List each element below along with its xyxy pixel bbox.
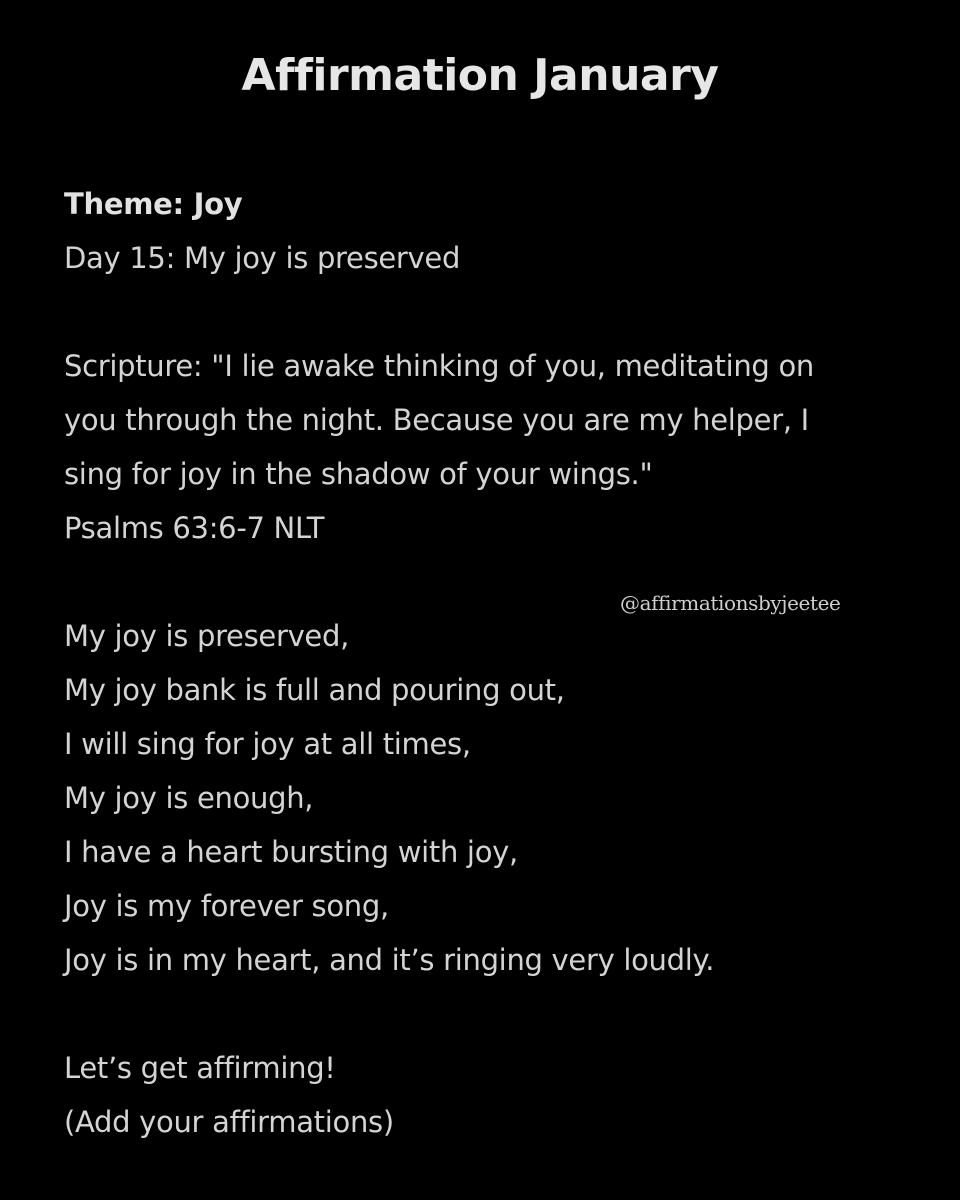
affirmation-line: I will sing for joy at all times, [64, 727, 471, 761]
affirmation-line: My joy bank is full and pouring out, [64, 673, 565, 707]
affirmation-line: My joy is enough, [64, 781, 314, 815]
scripture-line: Scripture: "I lie awake thinking of you, meditating on [64, 349, 814, 383]
theme-heading: Theme: Joy [64, 187, 243, 221]
closing-prompt: (Add your affirmations) [64, 1105, 394, 1139]
affirmation-line: Joy is my forever song, [64, 889, 389, 923]
watermark-handle: @affirmationsbyjeetee [620, 591, 841, 615]
affirmation-line: I have a heart bursting with joy, [64, 835, 518, 869]
day-heading: Day 15: My joy is preserved [64, 241, 461, 275]
affirmation-line: My joy is preserved, [64, 619, 350, 653]
scripture-line: you through the night. Because you are my helper, I [64, 403, 809, 437]
scripture-reference: Psalms 63:6-7 NLT [64, 511, 325, 545]
page-title: Affirmation January [241, 50, 719, 101]
closing-call: Let’s get affirming! [64, 1051, 336, 1085]
affirmation-line: Joy is in my heart, and it’s ringing very loudly. [64, 943, 715, 977]
scripture-line: sing for joy in the shadow of your wings." [64, 457, 653, 491]
